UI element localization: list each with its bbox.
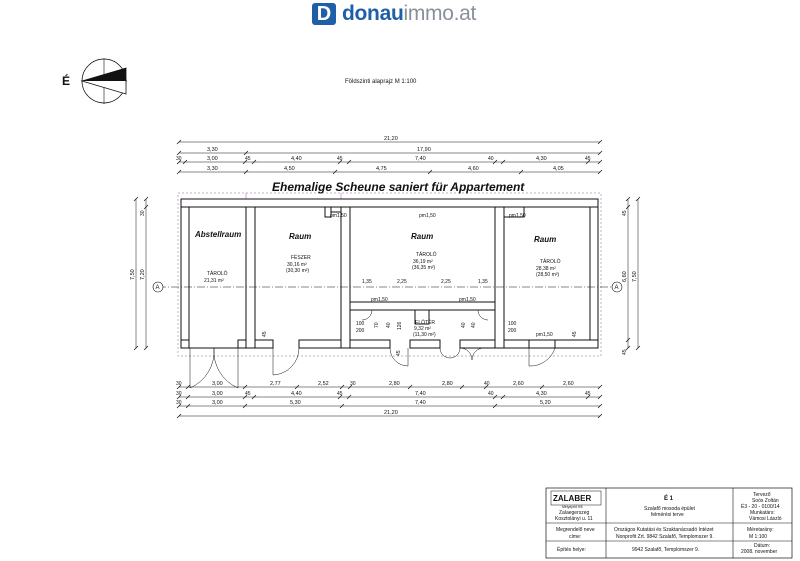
- room-type-raum1: FÉSZER: [291, 255, 311, 261]
- dim-bot-r2-1: 3,00: [212, 391, 223, 397]
- dim-bot-r1-2: 2,77: [270, 381, 281, 387]
- dim-top-r2-1: 3,00: [207, 156, 218, 162]
- dim-top-r2-6: 40: [488, 156, 494, 162]
- annot-pm5: pm1,50: [459, 297, 476, 303]
- room-name-raum1: Raum: [289, 232, 312, 241]
- dim-bot-r1-9: 2,60: [563, 381, 574, 387]
- room-area-raum2: 36,19 m²: [413, 259, 433, 265]
- annot-pm3: pm1,50: [509, 213, 526, 219]
- plan-title: Földszinti alaprajz M 1:100: [345, 79, 417, 85]
- annot-d100b: 100: [508, 321, 517, 327]
- room-area-raum1: 30,16 m²: [287, 262, 307, 268]
- room-area-abstell: 21,31 m²: [204, 278, 224, 284]
- axis-label-left: A: [155, 285, 160, 291]
- annot-w4: 1,35: [478, 279, 488, 285]
- raum3-door-icon: [529, 348, 555, 366]
- annot-d40c: 40: [471, 322, 477, 328]
- room-type-raum2: TÁROLÓ: [416, 252, 437, 258]
- eloter-door-icon: [390, 348, 484, 366]
- annot-w1: 1,35: [362, 279, 372, 285]
- annot-d100a: 100: [356, 321, 365, 327]
- dim-bot-r3-2: 5,30: [290, 400, 301, 406]
- client-address: Nonprofit Zrt. 9842 Szalafő, Templomszer 9.: [616, 534, 714, 540]
- annot-d200b: 200: [508, 328, 517, 334]
- site-label: Építés helye:: [557, 547, 586, 553]
- dim-left-0: 30: [140, 210, 146, 216]
- dim-bot-r3-1: 3,00: [212, 400, 223, 406]
- designer-reg: É3 - 20 - 0100/14: [741, 504, 780, 510]
- dim-top-r2-3: 4,40: [291, 156, 302, 162]
- room-area-raum3: 28,38 m²: [536, 266, 556, 272]
- scale-label: Méretarány:: [747, 527, 774, 533]
- dim-top-r3-4: 4,05: [553, 166, 564, 172]
- dim-top-r2-8: 45: [585, 156, 591, 162]
- logo-text-domain: immo.at: [403, 2, 477, 25]
- dim-top-r1-1: 17,90: [417, 147, 431, 153]
- dim-bot-r3-3: 7,40: [415, 400, 426, 406]
- logo-text-brand: donau: [342, 2, 404, 25]
- annot-d40b: 40: [461, 322, 467, 328]
- room-name-raum2: Raum: [411, 232, 434, 241]
- annot-d126: 126: [397, 321, 403, 330]
- company-sub: Mélyépítő Kft.: [562, 505, 584, 509]
- designer-label: Tervező: [753, 492, 771, 498]
- dim-top-r3-0: 3,30: [207, 166, 218, 172]
- designer-name: Soós Zoltán: [752, 498, 779, 504]
- dim-bot-r3-0: 30: [176, 400, 182, 406]
- annot-pm2: pm1,50: [419, 213, 436, 219]
- room-area2-raum3: (28,50 m²): [536, 272, 560, 278]
- dim-bot-r1-5: 2,80: [389, 381, 400, 387]
- room-type-abstell: TÁROLÓ: [207, 271, 228, 277]
- dim-bot-r1-8: 2,60: [513, 381, 524, 387]
- dim-bot-r2-6: 40: [488, 391, 494, 397]
- annot-d45c: 45: [396, 350, 402, 356]
- company-city: Zalaegerszeg: [559, 510, 590, 516]
- dim-bot-r2-8: 45: [585, 391, 591, 397]
- dim-bot-r2-3: 4,40: [291, 391, 302, 397]
- annot-pm6: pm1,50: [536, 332, 553, 338]
- client-label: Megrendelő neve: [556, 527, 595, 533]
- annot-d200a: 200: [356, 328, 365, 334]
- dim-top-r2-4: 45: [337, 156, 343, 162]
- worker-label: Munkatárs:: [750, 510, 775, 516]
- company-street: Kosztolányi u. 11: [555, 516, 593, 522]
- room-area2-raum2: (36,35 m²): [412, 265, 436, 271]
- donauimmo-logo-icon: D: [312, 3, 336, 25]
- dim-top-r1-0: 3,30: [207, 147, 218, 153]
- dim-top-r2-5: 7,40: [415, 156, 426, 162]
- dim-bot-r1-1: 3,00: [212, 381, 223, 387]
- dim-bot-r1-6: 2,80: [442, 381, 453, 387]
- date-label: Dátum:: [754, 543, 771, 549]
- dim-bot-r3-4: 5,20: [540, 400, 551, 406]
- raum1-door-icon: [273, 348, 299, 375]
- sheet-id: É 1: [664, 496, 674, 502]
- annot-d45a: 45: [262, 331, 268, 337]
- room-name-abstell: Abstellraum: [195, 230, 242, 239]
- overlay-title: Ehemalige Scheune saniert für Appartement: [272, 180, 525, 194]
- dim-bot-r2-2: 45: [245, 391, 251, 397]
- client-name: Országos Kutatási és Szaktanácsadó Intézet: [614, 527, 714, 533]
- dim-bot-total: 21,20: [384, 410, 398, 416]
- annot-w3: 2,25: [441, 279, 451, 285]
- dim-bot-r1-0: 30: [176, 381, 182, 387]
- project-sub: felmérési terve: [651, 512, 684, 518]
- dim-bot-r2-5: 7,40: [415, 391, 426, 397]
- dim-top-r3-2: 4,75: [376, 166, 387, 172]
- dim-top-r2-0: 30: [176, 156, 182, 162]
- dim-right-3: 45: [622, 349, 628, 355]
- dim-top-r3-3: 4,60: [468, 166, 479, 172]
- north-arrow-icon: [81, 58, 127, 104]
- room-area2-raum1: (30,30 m²): [286, 268, 310, 274]
- annot-pm4: pm1,50: [371, 297, 388, 303]
- dim-left-1: 7,50: [130, 269, 136, 280]
- room-name-raum3: Raum: [534, 235, 557, 244]
- dim-bot-r1-3: 2,52: [318, 381, 329, 387]
- room-type-eloter: ELŐTÉR: [415, 320, 436, 326]
- annot-d70: 70: [374, 322, 380, 328]
- dim-top-r2-7: 4,30: [536, 156, 547, 162]
- scale-value: M 1:100: [749, 534, 768, 540]
- dim-top-total: 21,20: [384, 136, 398, 142]
- dim-bot-r1-7: 40: [484, 381, 490, 387]
- axis-label-right: A: [614, 285, 619, 291]
- dim-right-2: 7,50: [632, 271, 638, 282]
- annot-pm1: pm1,50: [330, 213, 347, 219]
- site-value: 9942 Szalafő, Templomszer 9.: [632, 547, 700, 553]
- annot-d40a: 40: [386, 322, 392, 328]
- dim-bot-r2-0: 30: [176, 391, 182, 397]
- dim-right-0: 45: [622, 210, 628, 216]
- dim-right-1: 6,60: [622, 271, 628, 282]
- project-name: Szalafő mosoda épület: [644, 506, 695, 512]
- dim-top-r3-1: 4,50: [284, 166, 295, 172]
- worker-name: Vámosi László: [749, 516, 782, 522]
- dim-bot-r2-7: 4,30: [536, 391, 547, 397]
- dim-bot-r1-4: 30: [350, 381, 356, 387]
- room-type-raum3: TÁROLÓ: [540, 259, 561, 265]
- client-label2: címe:: [569, 534, 582, 540]
- room-area-eloter: 9,32 m²: [414, 326, 431, 332]
- annot-w2: 2,25: [397, 279, 407, 285]
- company-logo: ZALABER: [553, 494, 592, 503]
- dim-top-r2-2: 45: [245, 156, 251, 162]
- annot-d45b: 45: [572, 331, 578, 337]
- room-area2-eloter: (11,30 m²): [413, 332, 436, 338]
- compass-label: É: [62, 74, 71, 88]
- date-value: 2008. november: [741, 549, 778, 555]
- dim-left-2: 7,20: [140, 269, 146, 280]
- dim-bot-r2-4: 45: [337, 391, 343, 397]
